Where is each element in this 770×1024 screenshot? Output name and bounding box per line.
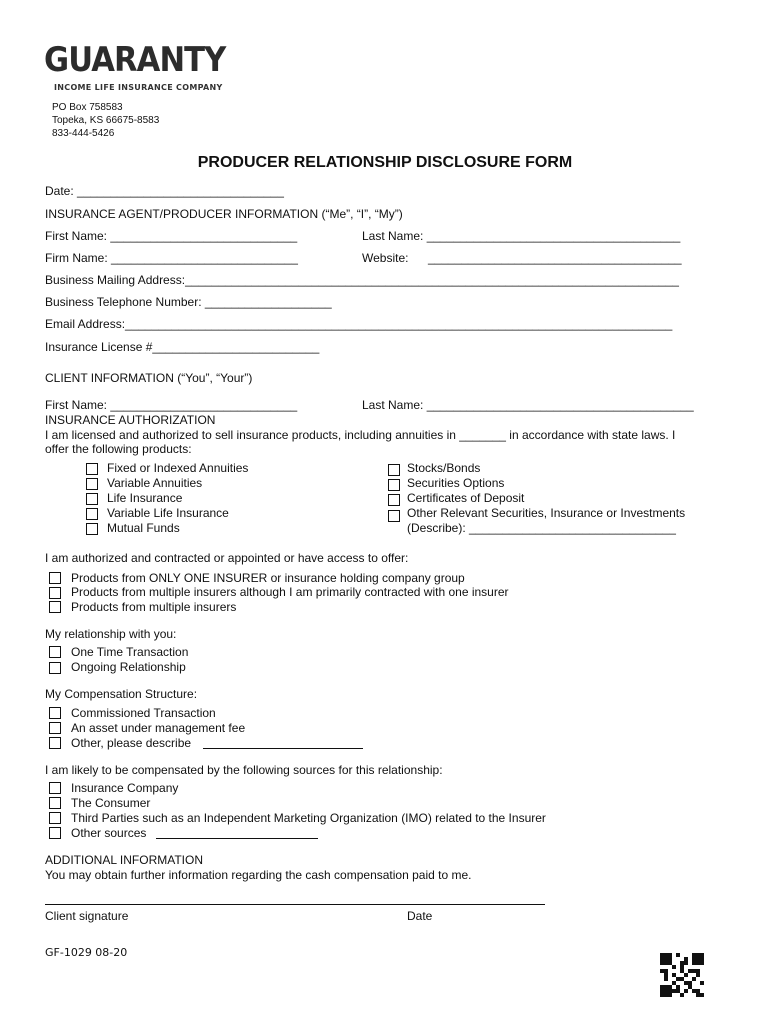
source-checkbox[interactable] (49, 782, 61, 794)
source-checkbox[interactable] (49, 827, 61, 839)
offer-option: Products from multiple insurers although I am primarily contracted with one insurer (71, 585, 509, 599)
email-field[interactable]: Email Address:__________________________________________________________________________________ (45, 317, 673, 331)
form-number: GF-1029 08-20 (45, 946, 128, 959)
offer-option: Products from ONLY ONE INSURER or insurance holding company group (71, 571, 465, 585)
offer-heading: I am authorized and contracted or appointed or have access to offer: (45, 551, 409, 565)
company-logo: GUARANTY (44, 40, 226, 80)
compensation-heading: My Compensation Structure: (45, 687, 198, 701)
relationship-checkbox[interactable] (49, 646, 61, 658)
client-first-name-field[interactable]: First Name: ____________________________ (45, 398, 298, 412)
product-label: Stocks/Bonds (407, 461, 481, 475)
describe-field[interactable]: (Describe): _______________________________ (407, 521, 676, 535)
product-checkbox[interactable] (388, 494, 400, 506)
product-checkbox[interactable] (86, 523, 98, 535)
compensation-checkbox[interactable] (49, 707, 61, 719)
authorization-text-1: I am licensed and authorized to sell insurance products, including annuities in _______ in accordance with state laws. I (45, 428, 676, 442)
other-describe-line[interactable] (203, 748, 363, 749)
client-section-heading: CLIENT INFORMATION (“You”, “Your”) (45, 371, 253, 385)
additional-text: You may obtain further information regarding the cash compensation paid to me. (45, 868, 472, 882)
offer-option: Products from multiple insurers (71, 600, 237, 614)
compensation-checkbox[interactable] (49, 737, 61, 749)
source-option: Insurance Company (71, 781, 179, 795)
date-field[interactable]: Date: _______________________________ (45, 184, 284, 198)
website-label: Website: (362, 251, 409, 265)
product-label: Other Relevant Securities, Insurance or Investments (407, 506, 686, 520)
compensation-option: Commissioned Transaction (71, 706, 216, 720)
client-last-name-field[interactable]: Last Name: ________________________________________ (362, 398, 694, 412)
website-field[interactable]: ______________________________________ (428, 251, 682, 265)
authorization-text-2: offer the following products: (45, 442, 192, 456)
address-line-1: PO Box 758583 (52, 102, 123, 113)
qr-code-icon (660, 953, 704, 997)
relationship-heading: My relationship with you: (45, 627, 177, 641)
other-sources-line[interactable] (156, 838, 318, 839)
product-checkbox[interactable] (86, 478, 98, 490)
offer-checkbox[interactable] (49, 587, 61, 599)
product-checkbox[interactable] (86, 508, 98, 520)
source-checkbox[interactable] (49, 812, 61, 824)
compensation-checkbox[interactable] (49, 722, 61, 734)
source-checkbox[interactable] (49, 797, 61, 809)
product-label: Mutual Funds (107, 521, 180, 535)
sources-heading: I am likely to be compensated by the following sources for this relationship: (45, 763, 443, 777)
company-phone: 833-444-5426 (52, 128, 115, 139)
product-label: Variable Life Insurance (107, 506, 229, 520)
agent-section-heading: INSURANCE AGENT/PRODUCER INFORMATION (“Me”, “I”, “My”) (45, 207, 403, 221)
product-checkbox[interactable] (86, 463, 98, 475)
product-checkbox[interactable] (86, 493, 98, 505)
client-signature-label: Client signature (45, 909, 129, 923)
source-option: The Consumer (71, 796, 151, 810)
additional-heading: ADDITIONAL INFORMATION (45, 853, 204, 867)
license-field[interactable]: Insurance License #_________________________ (45, 340, 320, 354)
offer-checkbox[interactable] (49, 572, 61, 584)
agent-first-name-field[interactable]: First Name: ____________________________ (45, 229, 298, 243)
source-option: Other sources (71, 826, 147, 840)
product-checkbox[interactable] (388, 479, 400, 491)
relationship-option: Ongoing Relationship (71, 660, 186, 674)
agent-last-name-field[interactable]: Last Name: ______________________________________ (362, 229, 681, 243)
product-checkbox[interactable] (388, 510, 400, 522)
product-label: Securities Options (407, 476, 505, 490)
signature-date-label: Date (407, 909, 433, 923)
relationship-checkbox[interactable] (49, 662, 61, 674)
firm-name-field[interactable]: Firm Name: ____________________________ (45, 251, 298, 265)
product-checkbox[interactable] (388, 464, 400, 476)
authorization-heading: INSURANCE AUTHORIZATION (45, 413, 216, 427)
product-label: Fixed or Indexed Annuities (107, 461, 249, 475)
address-line-2: Topeka, KS 66675-8583 (52, 115, 160, 126)
mailing-address-field[interactable]: Business Mailing Address:__________________________________________________________________________ (45, 273, 679, 287)
relationship-option: One Time Transaction (71, 645, 189, 659)
signature-line[interactable] (45, 904, 545, 905)
product-label: Certificates of Deposit (407, 491, 525, 505)
compensation-option: Other, please describe (71, 736, 192, 750)
source-option: Third Parties such as an Independent Marketing Organization (IMO) related to the Insurer (71, 811, 546, 825)
compensation-option: An asset under management fee (71, 721, 246, 735)
telephone-field[interactable]: Business Telephone Number: ___________________ (45, 295, 332, 309)
product-label: Variable Annuities (107, 476, 203, 490)
product-label: Life Insurance (107, 491, 183, 505)
company-subtitle: INCOME LIFE INSURANCE COMPANY (54, 83, 223, 92)
page-title: PRODUCER RELATIONSHIP DISCLOSURE FORM (197, 154, 573, 171)
offer-checkbox[interactable] (49, 601, 61, 613)
